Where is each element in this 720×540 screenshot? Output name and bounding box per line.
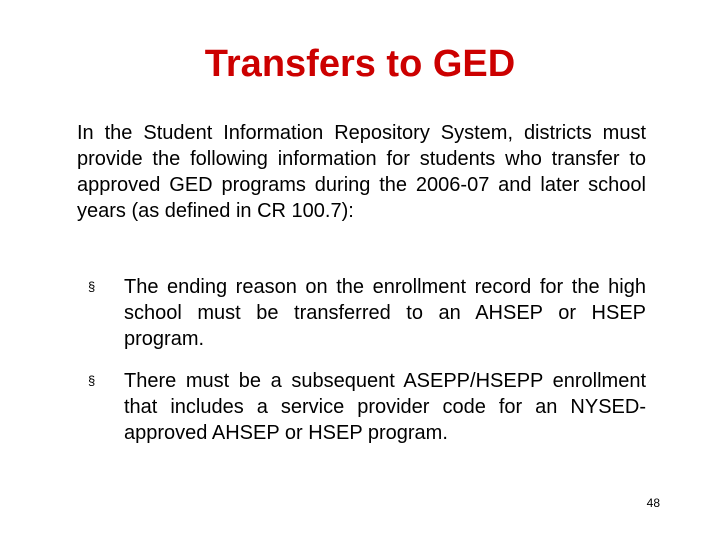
bullet-item-subsequent-enrollment xyxy=(88,368,646,446)
bullet-list xyxy=(88,274,646,446)
bullet-item-ending-reason xyxy=(88,274,646,352)
page-number: 48 xyxy=(646,496,660,510)
bullet-text: There must be a subsequent ASEPP/HSEPP enrollment that includes a service provider code for an NYSED-approved AHSEP or HSEP program. xyxy=(124,370,646,444)
bullet-marker-icon: § xyxy=(88,373,96,388)
slide-title: Transfers to GED xyxy=(204,43,516,85)
bullet-text: The ending reason on the enrollment record for the high school must be transferred to an AHSEP or HSEP program. xyxy=(124,276,646,350)
bullet-marker-icon: § xyxy=(88,279,96,294)
intro-paragraph: In the Student Information Repository System, districts must provide the following information for students who transfer to approved GED programs during the 2006-07 and later school years (as defined in CR 100.7): xyxy=(77,122,646,222)
